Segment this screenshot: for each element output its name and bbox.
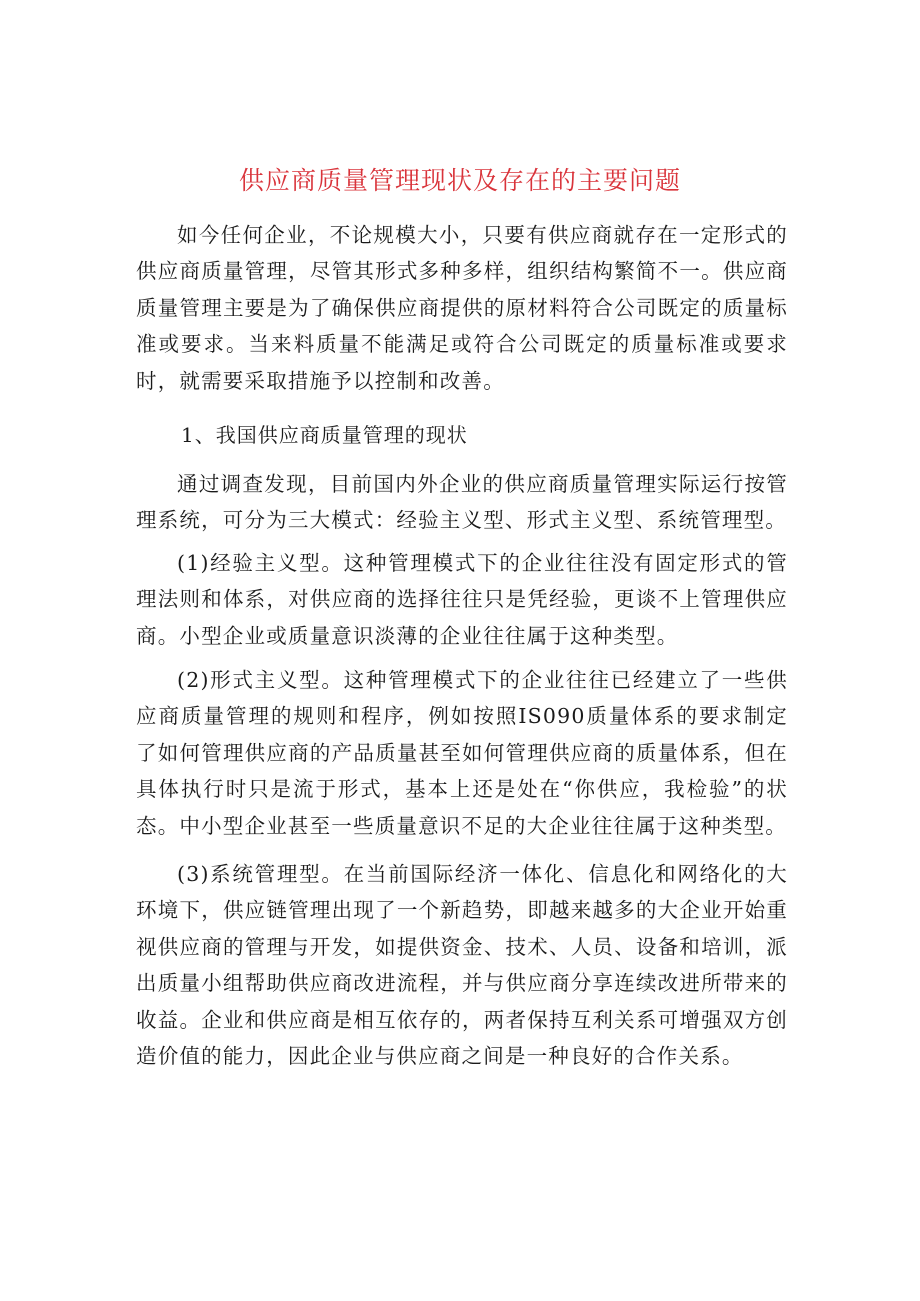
experience-type-paragraph: (1)经验主义型。这种管理模式下的企业往往没有固定形式的管理法则和体系，对供应商的选择往往只是凭经验，更谈不上管理供应商。小型企业或质量意识淡薄的企业往往属于这种类型。: [136, 551, 788, 648]
section-heading: 1、我国供应商质量管理的现状: [181, 423, 468, 447]
intro-paragraph: 如今任何企业，不论规模大小，只要有供应商就存在一定形式的供应商质量管理，尽管其形式多种多样，组织结构繁简不一。供应商质量管理主要是为了确保供应商提供的原材料符合公司既定的质量标准或要求。当来料质量不能满足或符合公司既定的质量标准或要求时，就需要采取措施予以控制和改善。: [136, 223, 788, 393]
system-management-type-paragraph: (3)系统管理型。在当前国际经济一体化、信息化和网络化的大环境下，供应链管理出现了一个新趋势，即越来越多的大企业开始重视供应商的管理与开发，如提供资金、技术、人员、设备和培训，派出质量小组帮助供应商改进流程，并与供应商分享连续改进所带来的收益。企业和供应商是相互依存的，两者保持互利关系可增强双方创造价值的能力，因此企业与供应商之间是一种良好的合作关系。: [136, 862, 788, 1069]
formalism-type-paragraph: (2)形式主义型。这种管理模式下的企业往往已经建立了一些供应商质量管理的规则和程序，例如按照IS090质量体系的要求制定了如何管理供应商的产品质量甚至如何管理供应商的质量体系，但在具体执行时只是流于形式，基本上还是处在“你供应，我检验”的状态。中小型企业甚至一些质量意识不足的大企业往往属于这种类型。: [136, 668, 788, 838]
document-title: 供应商质量管理现状及存在的主要问题: [238, 166, 681, 195]
section-intro-paragraph: 通过调查发现，目前国内外企业的供应商质量管理实际运行按管理系统，可分为三大模式：经验主义型、形式主义型、系统管理型。: [136, 472, 788, 533]
